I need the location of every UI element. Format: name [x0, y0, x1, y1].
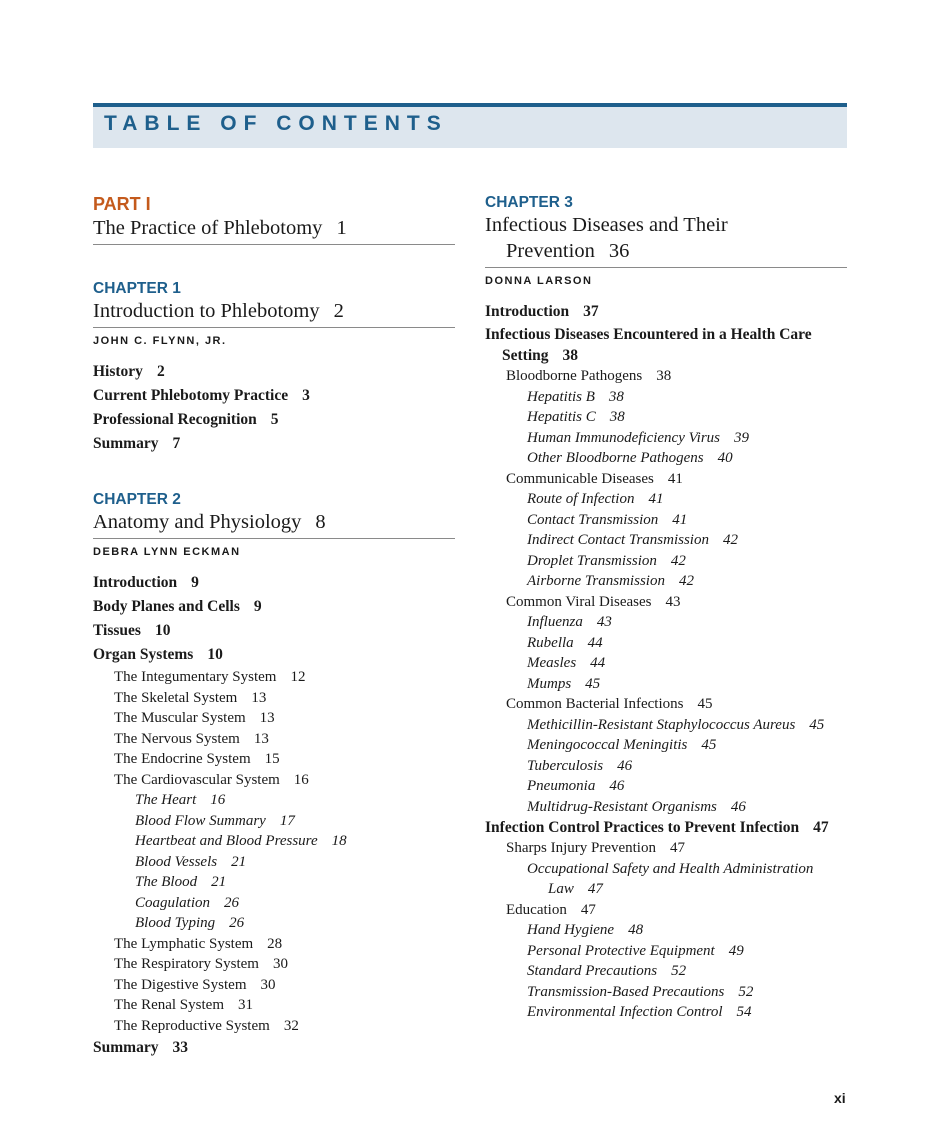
toc-subentry[interactable]: The Lymphatic System 28 [114, 935, 283, 952]
left-column [93, 193, 455, 1094]
toc-subentry[interactable]: The Renal System 31 [114, 997, 253, 1013]
toc-entry[interactable]: Summary 33 [93, 1039, 188, 1056]
toc-subsubentry[interactable]: Environmental Infection Control 54 [527, 1004, 752, 1020]
chapter-3-page: 36 [608, 240, 630, 262]
toc-subentry[interactable]: The Digestive System 30 [114, 976, 276, 993]
chapter-1-title-text[interactable]: Introduction to Phlebotomy [93, 300, 320, 322]
toc-subsubentry[interactable]: Blood Typing 26 [135, 915, 245, 931]
chapter-2-title-text[interactable]: Anatomy and Physiology [93, 511, 302, 533]
part-page: 1 [336, 217, 347, 239]
toc-entry[interactable]: Summary 7 [93, 435, 181, 452]
toc-header-band [93, 103, 847, 148]
toc-entry[interactable]: Current Phlebotomy Practice 3 [93, 387, 310, 404]
toc-entry[interactable]: Tissues 10 [93, 622, 171, 639]
chapter-2-block [93, 490, 455, 1060]
chapter-3-title-text[interactable]: Infectious Diseases and Their Prevention [485, 214, 728, 262]
toc-entry[interactable]: Body Planes and Cells 9 [93, 598, 262, 615]
toc-subsubentry[interactable]: Droplet Transmission 42 [527, 552, 686, 569]
chapter-1-block [93, 279, 455, 456]
toc-subentry[interactable]: Sharps Injury Prevention 47 [506, 840, 685, 856]
part-block [93, 193, 455, 245]
toc-subentry[interactable]: Common Viral Diseases 43 [506, 593, 681, 610]
toc-subentry[interactable]: The Skeletal System 13 [114, 689, 267, 706]
toc-entry[interactable]: Infection Control Practices to Prevent Infection 47 [485, 819, 829, 836]
toc-subentry[interactable]: The Cardiovascular System 16 [114, 771, 309, 788]
toc-subsubentry[interactable]: Hepatitis B 38 [527, 388, 624, 405]
toc-subsubentry[interactable]: Other Bloodborne Pathogens 40 [527, 450, 733, 466]
chapter-3-title [485, 212, 847, 268]
toc-subentry[interactable]: The Muscular System 13 [114, 710, 275, 726]
toc-subentry[interactable]: The Integumentary System 12 [114, 669, 306, 685]
chapter-2-title [93, 509, 455, 539]
toc-subentry[interactable]: The Respiratory System 30 [114, 956, 288, 972]
toc-subsubentry[interactable]: Hand Hygiene 48 [527, 922, 644, 938]
toc-subsubentry[interactable]: Route of Infection 41 [527, 491, 664, 507]
chapter-1-entries [93, 360, 455, 456]
toc-entry[interactable]: Introduction 9 [93, 574, 199, 591]
chapter-3-label: CHAPTER 3 [485, 194, 573, 211]
toc-subsubentry[interactable]: Transmission-Based Precautions 52 [527, 983, 754, 1000]
part-title [93, 215, 455, 245]
page-title: TABLE OF CONTENTS [104, 112, 448, 135]
toc-subsubentry[interactable]: The Blood 21 [135, 874, 227, 890]
part-title-text[interactable]: The Practice of Phlebotomy [93, 217, 323, 239]
toc-subentry[interactable]: Education 47 [506, 901, 596, 918]
toc-subsubentry[interactable]: Multidrug-Resistant Organisms 46 [527, 798, 746, 815]
chapter-3-block [485, 193, 847, 1023]
toc-subentry[interactable]: The Nervous System 13 [114, 730, 269, 747]
toc-subsubentry[interactable]: Measles 44 [527, 655, 606, 671]
toc-subsubentry[interactable]: Mumps 45 [527, 675, 601, 692]
right-column [485, 193, 847, 1057]
toc-subsubentry[interactable]: Tuberculosis 46 [527, 757, 633, 774]
chapter-2-page: 8 [315, 511, 326, 533]
chapter-2-entries [93, 571, 455, 1060]
page-number: xi [834, 1090, 846, 1106]
chapter-1-author: JOHN C. FLYNN, JR. [93, 335, 227, 347]
toc-entry[interactable]: Introduction 37 [485, 303, 599, 320]
toc-subsubentry[interactable]: Methicillin-Resistant Staphylococcus Aureus 45 [527, 716, 825, 733]
chapter-3-author: DONNA LARSON [485, 275, 593, 287]
chapter-1-page: 2 [333, 300, 344, 322]
toc-subentry[interactable]: The Reproductive System 32 [114, 1017, 299, 1034]
toc-subsubentry[interactable]: Heartbeat and Blood Pressure 18 [135, 833, 347, 849]
toc-subsubentry[interactable]: Indirect Contact Transmission 42 [527, 532, 738, 548]
toc-subsubentry[interactable]: Occupational Safety and Health Administration Law 47 [527, 860, 814, 897]
toc-subsubentry[interactable]: Contact Transmission 41 [527, 511, 688, 528]
toc-subsubentry[interactable]: Airborne Transmission 42 [527, 573, 694, 589]
toc-subsubentry[interactable]: Hepatitis C 38 [527, 409, 625, 425]
toc-entry[interactable]: Organ Systems 10 [93, 646, 223, 663]
toc-subentry[interactable]: Common Bacterial Infections 45 [506, 696, 713, 712]
toc-subsubentry[interactable]: Blood Flow Summary 17 [135, 812, 295, 829]
chapter-3-entries [485, 300, 847, 1023]
part-label: PART I [93, 194, 151, 214]
toc-subentry[interactable]: The Endocrine System 15 [114, 751, 280, 767]
toc-subsubentry[interactable]: Meningococcal Meningitis 45 [527, 737, 717, 753]
toc-entry[interactable]: History 2 [93, 363, 165, 380]
toc-subsubentry[interactable]: Standard Precautions 52 [527, 963, 687, 979]
toc-subsubentry[interactable]: Coagulation 26 [135, 894, 240, 911]
toc-subsubentry[interactable]: The Heart 16 [135, 792, 226, 808]
toc-subsubentry[interactable]: Blood Vessels 21 [135, 853, 247, 870]
chapter-2-label: CHAPTER 2 [93, 491, 181, 508]
toc-subsubentry[interactable]: Human Immunodeficiency Virus 39 [527, 429, 750, 446]
toc-subsubentry[interactable]: Pneumonia 46 [527, 778, 625, 794]
toc-entry[interactable]: Infectious Diseases Encountered in a Health Care Setting 38 [485, 326, 812, 364]
toc-entry[interactable]: Professional Recognition 5 [93, 411, 279, 428]
chapter-1-title [93, 298, 455, 328]
toc-subsubentry[interactable]: Personal Protective Equipment 49 [527, 942, 744, 959]
toc-subentry[interactable]: Bloodborne Pathogens 38 [506, 368, 672, 384]
chapter-1-label: CHAPTER 1 [93, 280, 181, 297]
chapter-2-author: DEBRA LYNN ECKMAN [93, 546, 241, 558]
toc-subsubentry[interactable]: Rubella 44 [527, 634, 603, 651]
toc-subentry[interactable]: Communicable Diseases 41 [506, 470, 683, 487]
toc-subsubentry[interactable]: Influenza 43 [527, 614, 612, 630]
